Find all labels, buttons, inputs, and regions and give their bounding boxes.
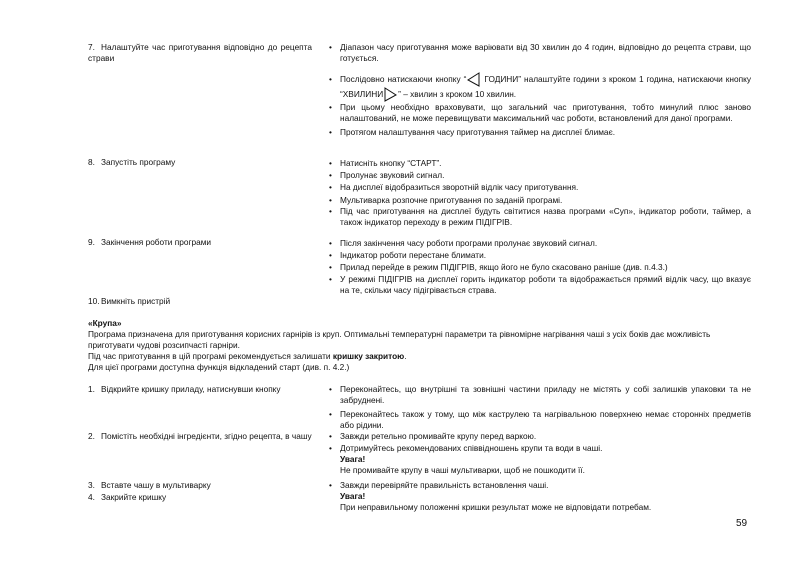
krupa-step-2-label: 2. Помістіть необхідні інгредієнти, згідно рецепта, в чашу <box>88 431 312 441</box>
step-number: 1. <box>88 384 95 394</box>
step-number: 4. <box>88 492 95 502</box>
section-paragraph: Програма призначена для приготування корисних гарнірів із круп. Оптимальні температурні параметри та рівномірне нагрівання чаші з усіх боків дає можливість приготувати чудові розсипчасті гарніри. <box>88 328 711 350</box>
step-9-label: 9. Закінчення роботи програми <box>88 237 212 247</box>
step-8-notes <box>327 157 751 228</box>
krupa-step-4-label: 4. Закрийте кришку <box>88 492 167 502</box>
list-item: • Переконайтесь також у тому, що між каструлею та нагрівальною поверхнею немає сторонніх предметів або рідини. <box>327 409 751 431</box>
list-item: • Натисніть кнопку “СТАРТ”. <box>327 157 751 169</box>
step-7-label: 7. Налаштуйте час приготування відповідно до рецепта страви <box>88 42 312 63</box>
step-7-notes <box>327 42 751 138</box>
list-item: • Протягом налаштування часу приготування таймер на дисплеї блимає. <box>327 127 751 138</box>
list-item: • Діапазон часу приготування може варіювати від 30 хвилин до 4 годин, відповідно до рецепта страви, що готується. <box>327 42 751 64</box>
list-item: • Переконайтесь, що внутрішні та зовнішні частини приладу не містять у собі залишків упаковки та не забруднені. <box>327 384 751 406</box>
list-item: • У режимі ПІДІГРІВ на дисплеї горить індикатор роботи та відображається прямий відлік часу, що вказує на те, скільки часу підігрівається страва. <box>327 274 751 296</box>
step-number: 10. <box>88 296 100 306</box>
list-item: • Завжди ретельно промивайте крупу перед варкою. <box>327 431 751 442</box>
list-item: • На дисплеї відобразиться зворотній відлік часу приготування. <box>327 181 751 193</box>
step-10-label: 10.Вимкніть пристрій <box>88 296 171 306</box>
list-item: • Прилад перейде в режим ПІДІГРІВ, якщо його не було скасовано раніше (див. п.4.3.) <box>327 261 751 273</box>
warning-text: Не промивайте крупу в чаші мультиварки, щоб не пошкодити її. <box>340 464 585 475</box>
step-8-label: 8. Запустіть програму <box>88 157 176 167</box>
krupa-step-1-label: 1. Відкрийте кришку приладу, натиснувши кнопку <box>88 384 281 394</box>
krupa-step-1-notes <box>327 384 751 431</box>
section-paragraph: Для цієї програми доступна функція відкладений старт (див. п. 4.2.) <box>88 361 350 372</box>
section-krupa <box>88 318 754 373</box>
step-9-notes <box>327 237 751 296</box>
list-item: • Індикатор роботи перестане блимати. <box>327 249 751 261</box>
step-number: 7. <box>88 42 95 52</box>
triangle-right-icon <box>384 87 397 102</box>
list-item: • Дотримуйтесь рекомендованих співвідношень крупи та води в чаші. <box>327 443 751 454</box>
list-item: • Пролунає звуковий сигнал. <box>327 169 751 181</box>
list-item: • Завжди перевіряйте правильність встановлення чаші. <box>327 480 751 491</box>
warning-title: Увага! <box>340 490 366 501</box>
list-item: • Послідовно натискаючи кнопку “ ГОДИНИ” налаштуйте години з кроком 1 година, натискаючи кнопку “ХВИЛИНИ ” – хвилин з кроком 10 хвилин. <box>327 72 751 103</box>
section-paragraph: Під час приготування в цій програмі рекомендується залишати кришку закритою. <box>88 350 407 361</box>
krupa-step-3-notes <box>327 480 751 513</box>
list-item: • При цьому необхідно враховувати, що загальний час приготування, тобто минулий плюс заново налаштований, не може перевищувати максимальний час роботи, встановлений для даної програми. <box>327 102 751 124</box>
page-number: 59 <box>736 518 748 529</box>
section-title: «Крупа» <box>88 318 122 328</box>
krupa-step-2-notes <box>327 431 751 476</box>
step-number: 9. <box>88 237 95 247</box>
triangle-left-icon <box>467 72 480 87</box>
list-item: • Після закінчення часу роботи програми пролунає звуковий сигнал. <box>327 237 751 249</box>
list-item: • Мультиварка розпочне приготування по заданій програмі. <box>327 194 751 206</box>
step-number: 2. <box>88 431 95 441</box>
krupa-step-3-label: 3. Вставте чашу в мультиварку <box>88 480 211 490</box>
warning-text: При неправильному положенні кришки результат може не відповідати потребам. <box>340 501 652 512</box>
list-item: • Під час приготування на дисплеї будуть світитися назва програми «Суп», індикатор роботи, таймер, а також індикатор переходу в режим ПІДІГРІВ. <box>327 206 751 228</box>
warning-title: Увага! <box>340 453 366 464</box>
step-number: 3. <box>88 480 95 490</box>
step-number: 8. <box>88 157 95 167</box>
